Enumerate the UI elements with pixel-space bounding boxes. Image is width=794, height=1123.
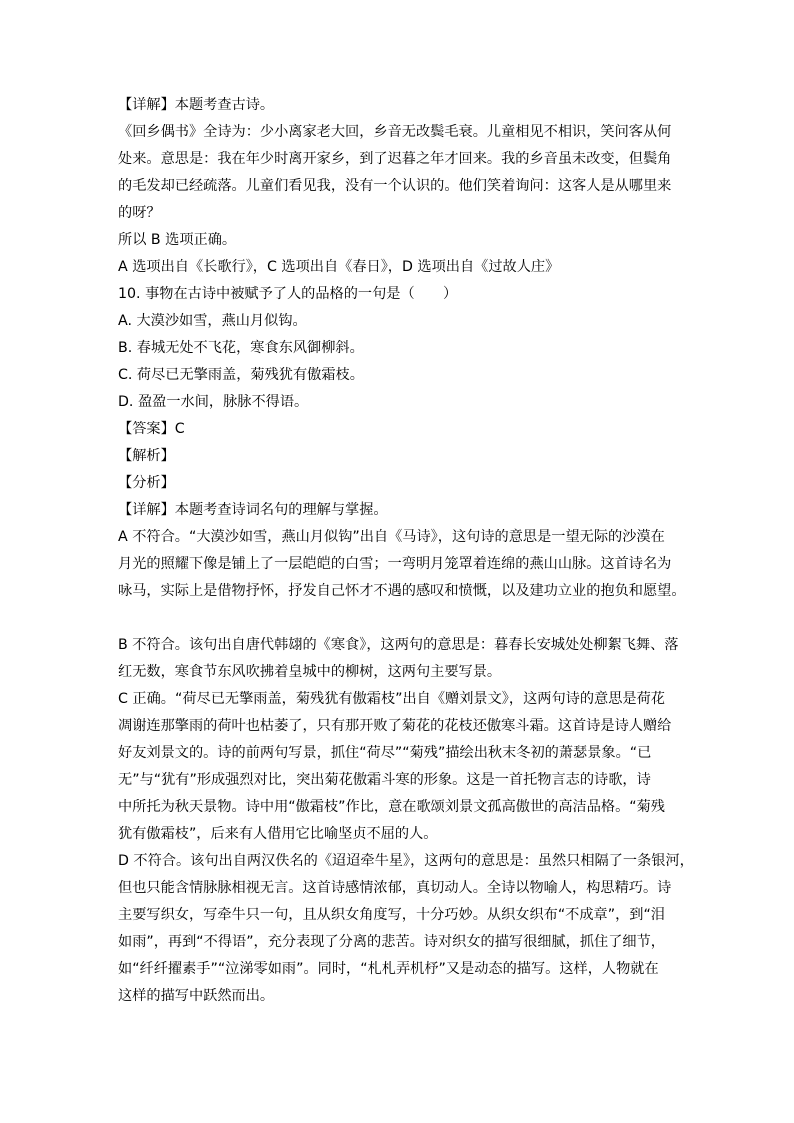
text-line: 无”与“犹有”形成强烈对比，突出菊花傲霜斗寒的形象。这是一首托物言志的诗歌，诗 <box>118 772 651 788</box>
analysis-label: 【解析】 <box>118 448 175 464</box>
question-stem: 10. 事物在古诗中被赋予了人的品格的一句是（ ） <box>118 286 458 302</box>
prev-conclusion: 所以 B 选项正确。 <box>118 232 237 248</box>
text-line: 中所托为秋天景物。诗中用“傲霜枝”作比，意在歌颂刘景文孤高傲世的高洁品格。“菊残 <box>118 799 665 815</box>
text-line: 红无数，寒食节东风吹拂着皇城中的柳树，这两句主要写景。 <box>118 664 502 680</box>
text-line: 咏马，实际上是借物抒怀，抒发自己怀才不遇的感叹和愤慨，以及建功立业的抱负和愿望。 <box>118 583 686 599</box>
text-line: 这样的描写中跃然而出。 <box>118 988 275 1004</box>
text-line: 犹有傲霜枝”，后来有人借用它比喻坚贞不屈的人。 <box>118 826 438 842</box>
answer-label: 【答案】C <box>118 421 185 437</box>
prev-detail-label: 【详解】本题考查古诗。 <box>118 97 275 113</box>
paragraph-gap <box>118 605 678 632</box>
option-b: B. 春城无处不飞花，寒食东风御柳斜。 <box>118 340 364 356</box>
text-line: 好友刘景文的。诗的前两句写景，抓住“荷尽”“菊残”描绘出秋末冬初的萧瑟景象。“已 <box>118 745 652 761</box>
explanation-d <box>118 848 694 1010</box>
text-line: A 不符合。“大漠沙如雪，燕山月似钩”出自《马诗》，这句诗的意思是一望无际的沙漠在 <box>118 529 665 545</box>
detail-label: 【详解】本题考查诗词名句的理解与掌握。 <box>118 502 388 518</box>
document-page <box>118 92 694 1010</box>
text-line: 的毛发却已经疏落。儿童们看见我，没有一个认识的。他们笑着询问：这客人是从哪里来 <box>118 178 672 194</box>
explanation-c <box>118 686 678 848</box>
explanation-a <box>118 524 686 605</box>
text-line: 的呀？ <box>118 205 161 221</box>
text-line: 如“纤纤擢素手”“泣涕零如雨”。同时，“札札弄机杼”又是动态的描写。这样，人物就在 <box>118 961 659 977</box>
text-line: D 不符合。该句出自两汉佚名的《迢迢牵牛星》，这两句的意思是：虽然只相隔了一条银河， <box>118 853 694 869</box>
prev-sources: A 选项出自《长歌行》，C 选项出自《春日》，D 选项出自《过故人庄》 <box>118 259 560 275</box>
text-line: 但也只能含情脉脉相视无言。这首诗感情浓郁，真切动人。全诗以物喻人，构思精巧。诗 <box>118 880 672 896</box>
prev-detail-paragraph <box>118 119 678 227</box>
explanation-b <box>118 632 678 686</box>
text-line: 月光的照耀下像是铺上了一层皑皑的白雪；一弯明月笼罩着连绵的燕山山脉。这首诗名为 <box>118 556 672 572</box>
option-c: C. 荷尽已无擎雨盖，菊残犹有傲霜枝。 <box>118 367 364 383</box>
option-a: A. 大漠沙如雪，燕山月似钩。 <box>118 313 307 329</box>
text-line: B 不符合。该句出自唐代韩翃的《寒食》，这两句的意思是：暮春长安城处处柳絮飞舞、落 <box>118 637 679 653</box>
option-d: D. 盈盈一水间，脉脉不得语。 <box>118 394 309 410</box>
text-line: 主要写织女，写牵牛只一句，且从织女角度写，十分巧妙。从织女织布“不成章”，到“泪 <box>118 907 665 923</box>
text-line: 如雨”，再到“不得语”，充分表现了分离的悲苦。诗对织女的描写很细腻，抓住了细节， <box>118 934 665 950</box>
text-line: 处来。意思是：我在年少时离开家乡，到了迟暮之年才回来。我的乡音虽未改变，但鬓角 <box>118 151 672 167</box>
text-line: C 正确。“荷尽已无擎雨盖，菊残犹有傲霜枝”出自《赠刘景文》，这两句诗的意思是荷花 <box>118 691 665 707</box>
fenxi-label: 【分析】 <box>118 475 175 491</box>
text-line: 凋谢连那擎雨的荷叶也枯萎了，只有那开败了菊花的花枝还傲寒斗霜。这首诗是诗人赠给 <box>118 718 672 734</box>
text-line: 《回乡偶书》全诗为：少小离家老大回，乡音无改鬓毛衰。儿童相见不相识，笑问客从何 <box>118 124 672 140</box>
